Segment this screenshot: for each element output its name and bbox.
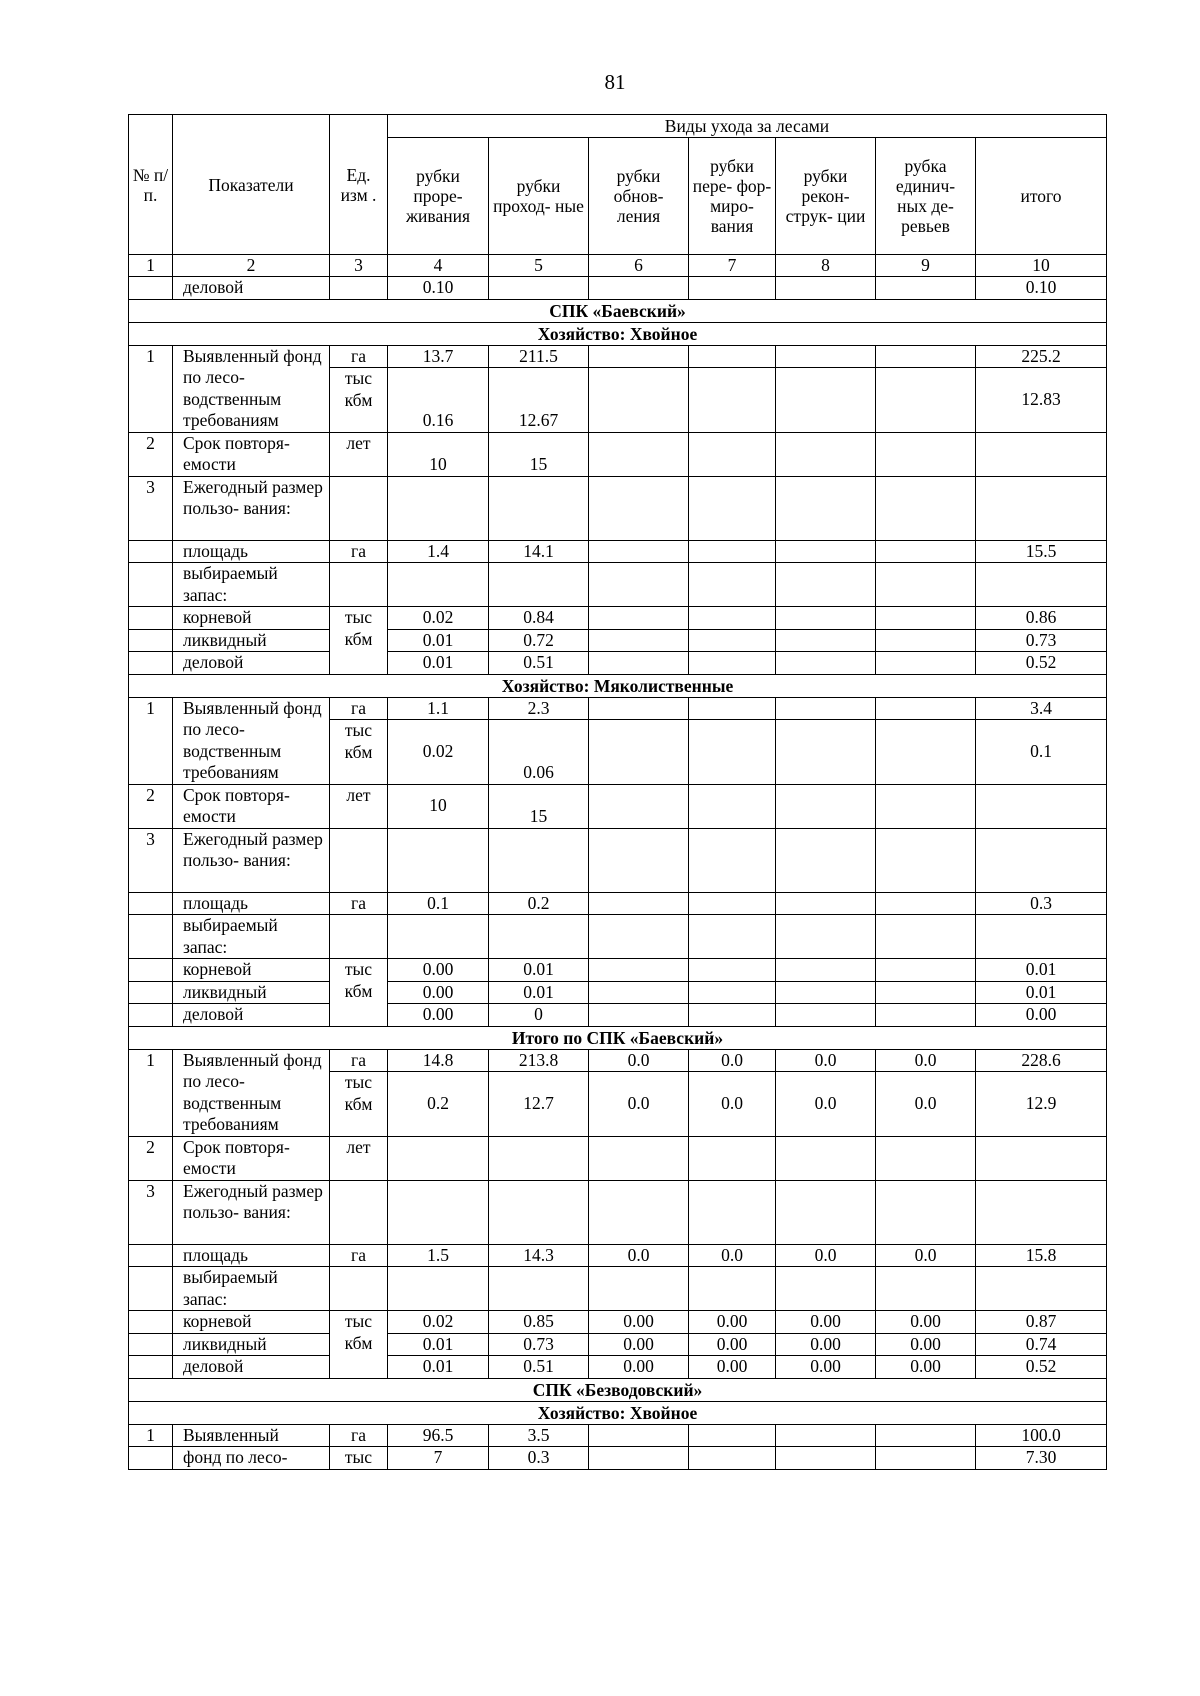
cell-value: 1.5 (388, 1244, 489, 1267)
cell-value: 12.7 (489, 1072, 589, 1136)
cell-value: 0.00 (776, 1356, 876, 1379)
cell-value: 0.01 (976, 959, 1107, 982)
col-number: 1 (129, 255, 173, 277)
cell-value: 228.6 (976, 1049, 1107, 1072)
cell-value: 0.72 (489, 629, 589, 652)
cell-value: 0.0 (876, 1049, 976, 1072)
cell-value: 0.2 (388, 1072, 489, 1136)
cell-value: 0.01 (489, 981, 589, 1004)
cell-value: 0.0 (776, 1072, 876, 1136)
cell-value: 0.0 (689, 1049, 776, 1072)
type-header: рубка единич- ных де- ревьев (876, 138, 976, 255)
col-no-header: № п/ п. (129, 115, 173, 255)
cell-value: 0.0 (776, 1244, 876, 1267)
table-row (129, 1333, 1107, 1356)
section-title: Итого по СПК «Баевский» (129, 1026, 1107, 1049)
cell-value: 0.06 (489, 720, 589, 784)
cell-value: 0.00 (589, 1356, 689, 1379)
cell-value: 0.00 (689, 1333, 776, 1356)
section-subtitle: Хозяйство: Хвойное (129, 322, 1107, 345)
col-unit-header: Ед. изм . (330, 115, 388, 255)
table-row (129, 1004, 1107, 1027)
forest-care-table (128, 114, 1107, 1470)
header-row-1 (129, 115, 1107, 138)
cell-value: 12.83 (976, 368, 1107, 432)
unit: тыс кбм (330, 959, 388, 1027)
table-row (129, 540, 1107, 563)
cell-value: 0.00 (876, 1333, 976, 1356)
row-label: деловой (173, 652, 330, 675)
cell-value: 0.1 (388, 892, 489, 915)
col-number: 9 (876, 255, 976, 277)
row-label: Выявленный фонд по лесо- водственным требованиям (173, 1049, 330, 1136)
table-row: 1 Выявленный фонд по лесо- водственным требованиям га 1.1 2.3 3.4 (129, 697, 1107, 720)
cell-value: 0.0 (589, 1244, 689, 1267)
cell-value: 0.86 (976, 607, 1107, 630)
unit: га (330, 1049, 388, 1072)
unit: лет (330, 1136, 388, 1180)
cell-value: 10 (388, 784, 489, 828)
unit: га (330, 892, 388, 915)
unit: га (330, 540, 388, 563)
table-row: 3 Ежегодный размер пользо- вания: (129, 476, 1107, 540)
section-subtitle: Хозяйство: Мяколиственные (129, 674, 1107, 697)
row-label: выбираемый запас: (173, 563, 330, 607)
cell-value: 14.3 (489, 1244, 589, 1267)
row-label: Ежегодный размер пользо- вания: (173, 1180, 330, 1244)
cell-value: 0.74 (976, 1333, 1107, 1356)
cell-value: 0.0 (589, 1049, 689, 1072)
unit: лет (330, 432, 388, 476)
table-row: 2 Срок повторя- емости лет 10 15 (129, 784, 1107, 828)
column-numbers-row (129, 255, 1107, 277)
cell-value: 0.85 (489, 1311, 589, 1334)
table-row: 1 Выявленный фонд по лесо- водственным требованиям га 14.8 213.8 0.0 0.0 0.0 0.0 228.6 (129, 1049, 1107, 1072)
cell-value: 0.01 (976, 981, 1107, 1004)
cell-value: 0.0 (876, 1072, 976, 1136)
section-title: СПК «Баевский» (129, 299, 1107, 322)
row-label: площадь (173, 1244, 330, 1267)
unit: тыс кбм (330, 1072, 388, 1136)
type-header: рубки проход- ные (489, 138, 589, 255)
cell-value: 15.8 (976, 1244, 1107, 1267)
unit: га (330, 1424, 388, 1447)
cell-value: 0.00 (589, 1333, 689, 1356)
group-title-header: Виды ухода за лесами (388, 115, 1107, 138)
cell-value: 211.5 (489, 345, 589, 368)
cell-value: 0.00 (876, 1356, 976, 1379)
row-label: фонд по лесо- (173, 1447, 330, 1470)
cell-value: 0.0 (689, 1244, 776, 1267)
cell-value: 13.7 (388, 345, 489, 368)
row-label: деловой (173, 1004, 330, 1027)
cell-value: 0.2 (489, 892, 589, 915)
page-number: 81 (604, 70, 626, 94)
cell-value: 0.0 (689, 1072, 776, 1136)
row-label: корневой (173, 959, 330, 982)
cell-value: 15 (489, 432, 589, 476)
row-label: Срок повторя- емости (173, 784, 330, 828)
row-label: Выявленный (173, 1424, 330, 1447)
unit: тыс кбм (330, 1311, 388, 1379)
table-row (129, 1356, 1107, 1379)
row-label: ликвидный (173, 981, 330, 1004)
cell-value: 0.02 (388, 1311, 489, 1334)
cell-value: 0.02 (388, 720, 489, 784)
cell-value: 0.0 (876, 1244, 976, 1267)
cell-value: 0.00 (976, 1004, 1107, 1027)
unit: тыс кбм (330, 368, 388, 432)
row-label: площадь (173, 892, 330, 915)
cell-value: 0.00 (776, 1311, 876, 1334)
col-number: 10 (976, 255, 1107, 277)
unit: га (330, 345, 388, 368)
row-label: Ежегодный размер пользо- вания: (173, 828, 330, 892)
unit: тыс кбм (330, 607, 388, 675)
cell-value: 3.4 (976, 697, 1107, 720)
unit: тыс (330, 1447, 388, 1470)
cell-value: 225.2 (976, 345, 1107, 368)
table-row (129, 981, 1107, 1004)
cell-value: 3.5 (489, 1424, 589, 1447)
type-header: рубки обнов- ления (589, 138, 689, 255)
cell-value: 0.01 (388, 652, 489, 675)
row-label: выбираемый запас: (173, 1267, 330, 1311)
cell-value: 0.01 (388, 1356, 489, 1379)
table-row: 2 Срок повторя- емости лет 10 15 (129, 432, 1107, 476)
unit: га (330, 697, 388, 720)
cell-value: 0.01 (388, 1333, 489, 1356)
cell-value: 0.84 (489, 607, 589, 630)
cell-value: 10 (388, 432, 489, 476)
unit: лет (330, 784, 388, 828)
cell-value: 0.10 (388, 277, 489, 300)
cell-value: 0.01 (489, 959, 589, 982)
cell-value: 1.1 (388, 697, 489, 720)
table-row: 1 Выявленный га 96.5 3.5 100.0 (129, 1424, 1107, 1447)
cell-value: 0.10 (976, 277, 1107, 300)
col-indicator-header: Показатели (173, 115, 330, 255)
cell-value: 0.16 (388, 368, 489, 432)
col-number: 4 (388, 255, 489, 277)
cell-value: 0.51 (489, 1356, 589, 1379)
table-row (129, 652, 1107, 675)
row-label: корневой (173, 1311, 330, 1334)
row-label: выбираемый запас: (173, 915, 330, 959)
row-label: Выявленный фонд по лесо- водственным требованиям (173, 345, 330, 432)
cell-value: 0.3 (976, 892, 1107, 915)
cell-value: 0.0 (589, 1072, 689, 1136)
table-row: 2 Срок повторя- емости лет (129, 1136, 1107, 1180)
section-subtitle: Хозяйство: Хвойное (129, 1401, 1107, 1424)
cell-value: 12.67 (489, 368, 589, 432)
col-number: 2 (173, 255, 330, 277)
cell-value: 0.73 (489, 1333, 589, 1356)
table-row: 1 Выявленный фонд по лесо- водственным требованиям га 13.7 211.5 225.2 (129, 345, 1107, 368)
table-row (129, 1447, 1107, 1470)
table-row (129, 1267, 1107, 1311)
table-row (129, 629, 1107, 652)
row-label: площадь (173, 540, 330, 563)
cell-value: 0 (489, 1004, 589, 1027)
cell-value: 2.3 (489, 697, 589, 720)
row-label: деловой (173, 277, 330, 300)
row-label: Выявленный фонд по лесо- водственным требованиям (173, 697, 330, 784)
cell-value: 0.73 (976, 629, 1107, 652)
cell-value: 12.9 (976, 1072, 1107, 1136)
cell-value: 15 (489, 784, 589, 828)
cell-value: 0.00 (388, 1004, 489, 1027)
cell-value: 1.4 (388, 540, 489, 563)
cell-value: 0.52 (976, 1356, 1107, 1379)
cell-value: 0.51 (489, 652, 589, 675)
section-title: СПК «Безводовский» (129, 1378, 1107, 1401)
cell-value: 14.1 (489, 540, 589, 563)
cell-value: 0.00 (388, 981, 489, 1004)
cell-value: 0.00 (689, 1356, 776, 1379)
cell-value: 0.01 (388, 629, 489, 652)
row-label: деловой (173, 1356, 330, 1379)
cell-value: 96.5 (388, 1424, 489, 1447)
row-label: ликвидный (173, 629, 330, 652)
table-row (129, 892, 1107, 915)
type-header: рубки пере- фор- миро- вания (689, 138, 776, 255)
col-number: 7 (689, 255, 776, 277)
type-header: рубки рекон- струк- ции (776, 138, 876, 255)
cell-value: 0.00 (388, 959, 489, 982)
unit: га (330, 1244, 388, 1267)
cell-value: 0.00 (589, 1311, 689, 1334)
table-row (129, 915, 1107, 959)
cell-value: 15.5 (976, 540, 1107, 563)
table-row: 3 Ежегодный размер пользо- вания: (129, 1180, 1107, 1244)
cell-value: 0.0 (776, 1049, 876, 1072)
row-label: ликвидный (173, 1333, 330, 1356)
cell-value: 0.3 (489, 1447, 589, 1470)
cell-value: 100.0 (976, 1424, 1107, 1447)
type-header: итого (976, 138, 1107, 255)
row-label: Срок повторя- емости (173, 1136, 330, 1180)
table-row: 3 Ежегодный размер пользо- вания: (129, 828, 1107, 892)
table-row (129, 563, 1107, 607)
unit: тыс кбм (330, 720, 388, 784)
cell-value: 0.87 (976, 1311, 1107, 1334)
col-number: 3 (330, 255, 388, 277)
cell-value: 7.30 (976, 1447, 1107, 1470)
col-number: 8 (776, 255, 876, 277)
type-header: рубки проре- живания (388, 138, 489, 255)
col-number: 6 (589, 255, 689, 277)
row-label: Срок повторя- емости (173, 432, 330, 476)
row-label: Ежегодный размер пользо- вания: (173, 476, 330, 540)
cell-value: 14.8 (388, 1049, 489, 1072)
table-row (129, 277, 1107, 300)
col-number: 5 (489, 255, 589, 277)
table-row (129, 607, 1107, 630)
cell-value: 0.1 (976, 720, 1107, 784)
forest-care-table-container (128, 114, 1106, 1470)
table-row (129, 1311, 1107, 1334)
cell-value: 0.00 (689, 1311, 776, 1334)
cell-value: 0.00 (776, 1333, 876, 1356)
row-label: корневой (173, 607, 330, 630)
table-row (129, 1244, 1107, 1267)
cell-value: 0.00 (876, 1311, 976, 1334)
cell-value: 213.8 (489, 1049, 589, 1072)
cell-value: 0.52 (976, 652, 1107, 675)
cell-value: 7 (388, 1447, 489, 1470)
table-row (129, 959, 1107, 982)
cell-value: 0.02 (388, 607, 489, 630)
